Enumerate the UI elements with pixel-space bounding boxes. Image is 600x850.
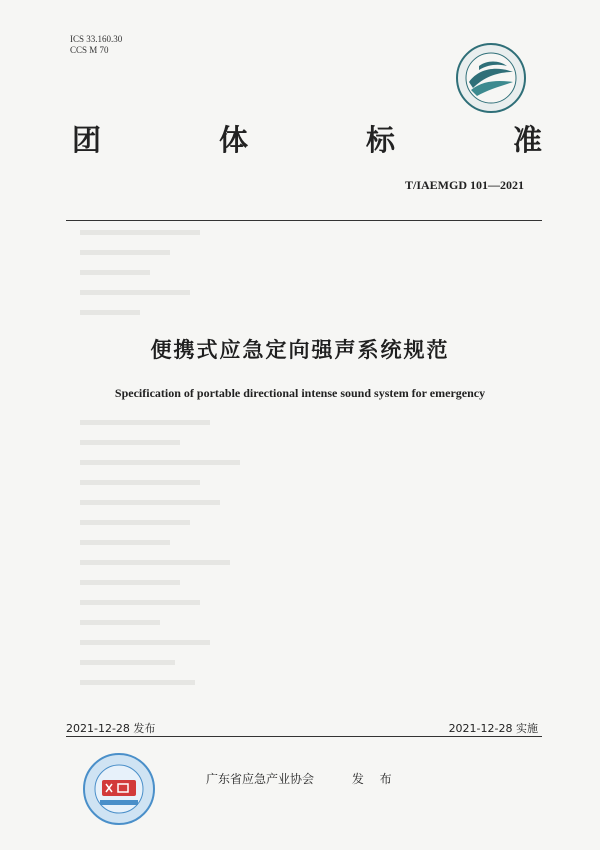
category-char: 标 <box>365 123 395 157</box>
anti-counterfeit-stamp-icon <box>82 752 156 826</box>
top-divider <box>66 220 542 221</box>
category-char: 体 <box>218 123 248 157</box>
bottom-divider <box>66 736 542 737</box>
show-through-ghost-text <box>80 230 500 720</box>
association-logo-icon <box>455 42 527 114</box>
issuer-name: 广东省应急产业协会 <box>206 772 315 786</box>
classification-codes <box>70 34 122 56</box>
issuer-line <box>206 770 392 787</box>
publish-date: 2021-12-28 发布 <box>66 722 156 735</box>
issuer-action: 发 布 <box>351 772 392 786</box>
document-category <box>72 118 542 158</box>
document-title-en: Specification of portable directional intense sound system for emergency <box>114 386 486 400</box>
category-char: 团 <box>72 123 102 157</box>
category-char: 准 <box>512 123 542 157</box>
document-title-cn: 便携式应急定向强声系统规范 <box>150 338 450 362</box>
standard-number: T/IAEMGD 101—2021 <box>404 178 524 192</box>
implement-date: 2021-12-28 实施 <box>448 722 538 735</box>
ics-code: ICS 33.160.30 <box>70 34 123 44</box>
ccs-code: CCS M 70 <box>70 45 109 55</box>
